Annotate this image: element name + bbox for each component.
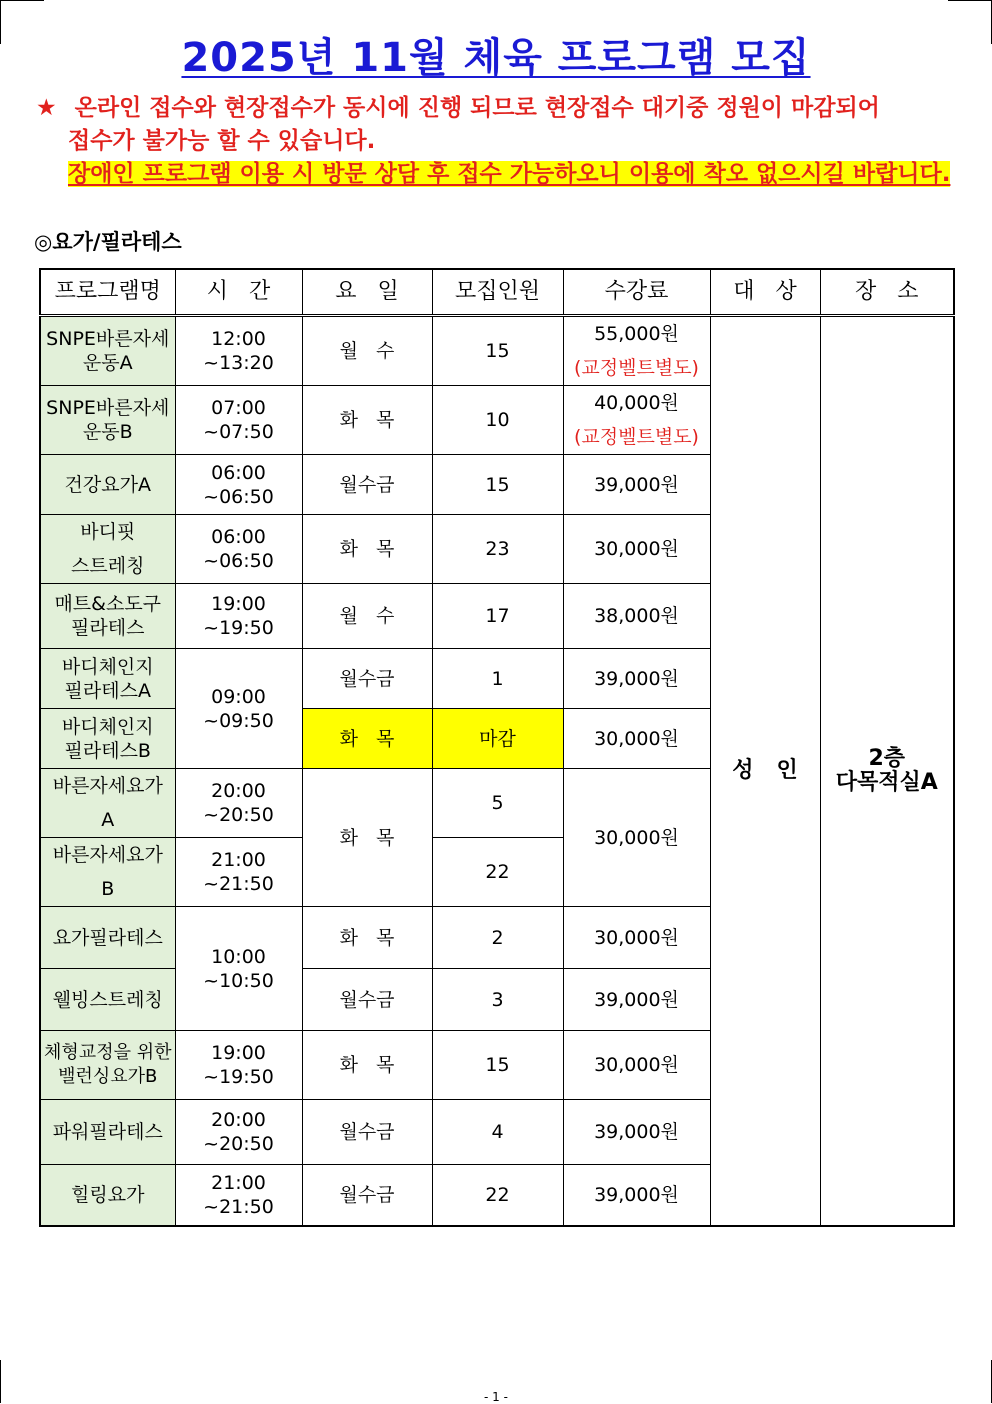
program-days: 월수금 — [302, 1100, 432, 1165]
program-fee: 38,000원 — [563, 584, 710, 649]
program-name: 요가필라테스 — [40, 907, 175, 969]
program-fee: 39,000원 — [563, 969, 710, 1031]
program-name: 체형교정을 위한 밸런싱요가B — [40, 1031, 175, 1100]
program-time: 09:00 ~09:50 — [175, 649, 302, 769]
header-target: 대 상 — [710, 269, 820, 316]
notice-line-1-text: 온라인 접수와 현장접수가 동시에 진행 되므로 현장접수 대기중 정원이 마감되어 — [74, 95, 880, 121]
star-icon: ★ — [36, 95, 57, 121]
program-capacity: 15 — [432, 316, 563, 386]
notice-line-3 — [36, 158, 966, 191]
program-capacity: 4 — [432, 1100, 563, 1165]
crop-mark-top-left — [0, 0, 44, 1]
program-time: 20:00 ~20:50 — [175, 769, 302, 838]
program-days: 월수금 — [302, 455, 432, 515]
program-time: 10:00 ~10:50 — [175, 907, 302, 1031]
program-time: 19:00 ~19:50 — [175, 584, 302, 649]
program-days: 화 목 — [302, 1031, 432, 1100]
page-number: - 1 - — [484, 1390, 508, 1404]
program-days: 월 수 — [302, 316, 432, 386]
program-name: 힐링요가 — [40, 1165, 175, 1226]
program-time: 07:00 ~07:50 — [175, 386, 302, 455]
header-time: 시 간 — [175, 269, 302, 316]
program-fee: 40,000원 (교정벨트별도) — [563, 386, 710, 455]
program-name: 바른자세요가 B — [40, 838, 175, 907]
program-days: 월수금 — [302, 969, 432, 1031]
notice-line-1 — [36, 92, 966, 125]
program-time: 21:00 ~21:50 — [175, 1165, 302, 1226]
program-days: 화 목 — [302, 907, 432, 969]
place-cell: 2층 다목적실A — [820, 316, 954, 1226]
program-capacity: 22 — [432, 1165, 563, 1226]
program-fee: 39,000원 — [563, 1100, 710, 1165]
program-fee: 55,000원 (교정벨트별도) — [563, 316, 710, 386]
notice-line-3-highlight: 장애인 프로그램 이용 시 방문 상담 후 접수 가능하오니 이용에 착오 없으시길 바랍니다. — [68, 161, 951, 187]
program-capacity: 22 — [432, 838, 563, 907]
table-header-row — [40, 269, 954, 316]
program-days: 화 목 — [302, 386, 432, 455]
program-time: 06:00 ~06:50 — [175, 515, 302, 584]
target-cell: 성 인 — [710, 316, 820, 1226]
program-name: 바디체인지 필라테스A — [40, 649, 175, 709]
program-days: 월수금 — [302, 1165, 432, 1226]
program-name: 바디핏 스트레칭 — [40, 515, 175, 584]
program-capacity-closed: 마감 — [432, 709, 563, 769]
fee-note: (교정벨트별도) — [574, 426, 699, 448]
notice-line-2: 접수가 불가능 할 수 있습니다. — [68, 128, 376, 154]
program-name: 바디체인지 필라테스B — [40, 709, 175, 769]
program-capacity: 1 — [432, 649, 563, 709]
program-days: 화 목 — [302, 769, 432, 907]
header-days: 요 일 — [302, 269, 432, 316]
program-fee: 30,000원 — [563, 515, 710, 584]
table-row — [40, 316, 954, 386]
program-name: 웰빙스트레칭 — [40, 969, 175, 1031]
program-time: 06:00 ~06:50 — [175, 455, 302, 515]
program-capacity: 2 — [432, 907, 563, 969]
program-fee: 39,000원 — [563, 455, 710, 515]
program-days: 화 목 — [302, 515, 432, 584]
fee-note: (교정벨트별도) — [574, 357, 699, 379]
notice-block — [36, 92, 966, 191]
program-fee: 30,000원 — [563, 769, 710, 907]
header-program: 프로그램명 — [40, 269, 175, 316]
program-name: 파워필라테스 — [40, 1100, 175, 1165]
page-title-wrap — [0, 26, 992, 83]
program-fee: 30,000원 — [563, 907, 710, 969]
program-name: SNPE바른자세 운동B — [40, 386, 175, 455]
program-capacity: 10 — [432, 386, 563, 455]
program-fee: 30,000원 — [563, 709, 710, 769]
program-time: 12:00 ~13:20 — [175, 316, 302, 386]
program-capacity: 3 — [432, 969, 563, 1031]
section-title: ◎요가/필라테스 — [34, 230, 182, 254]
program-days: 월수금 — [302, 649, 432, 709]
program-capacity: 15 — [432, 455, 563, 515]
program-name: 건강요가A — [40, 455, 175, 515]
program-days: 월 수 — [302, 584, 432, 649]
program-name: 바른자세요가 A — [40, 769, 175, 838]
program-capacity: 5 — [432, 769, 563, 838]
program-time: 21:00 ~21:50 — [175, 838, 302, 907]
program-capacity: 23 — [432, 515, 563, 584]
program-fee: 30,000원 — [563, 1031, 710, 1100]
program-fee: 39,000원 — [563, 1165, 710, 1226]
program-name: SNPE바른자세 운동A — [40, 316, 175, 386]
program-time: 19:00 ~19:50 — [175, 1031, 302, 1100]
header-fee: 수강료 — [563, 269, 710, 316]
header-place: 장 소 — [820, 269, 954, 316]
crop-mark-top-right — [948, 0, 992, 1]
program-capacity: 15 — [432, 1031, 563, 1100]
header-capacity: 모집인원 — [432, 269, 563, 316]
program-fee: 39,000원 — [563, 649, 710, 709]
program-name: 매트&소도구 필라테스 — [40, 584, 175, 649]
program-table — [39, 268, 955, 1227]
page-title: 2025년 11월 체육 프로그램 모집 — [181, 35, 811, 81]
program-capacity: 17 — [432, 584, 563, 649]
program-time: 20:00 ~20:50 — [175, 1100, 302, 1165]
program-days: 화 목 — [302, 709, 432, 769]
